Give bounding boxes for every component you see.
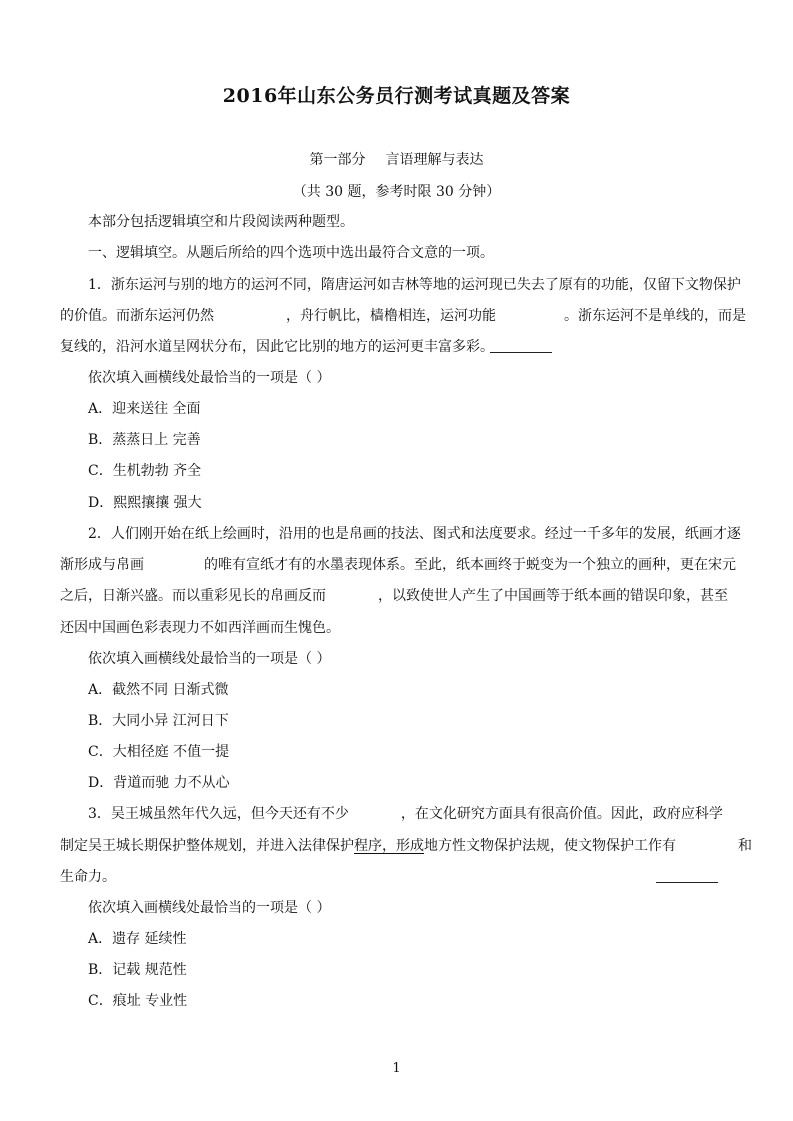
section-name: 言语理解与表达	[385, 152, 484, 168]
q2-option-d: D．背道而驰 力不从心	[88, 775, 230, 791]
q2-option-b: B．大同小异 江河日下	[88, 713, 229, 729]
q3-stem-line-1	[88, 805, 723, 823]
q1-stem-line-1: 1．浙东运河与别的地方的运河不同，隋唐运河如吉林等地的运河现已失去了原有的功能，仅留下文物保护	[88, 277, 741, 293]
section-heading	[0, 151, 793, 169]
q2-stem-line-3	[60, 587, 728, 605]
q1-option-b: B．蒸蒸日上 完善	[88, 432, 201, 448]
q3-stem-part-b: ，在文化研究方面具有很高价值。因此，政府应科学	[400, 806, 723, 822]
q3-stem-line-3: 生命力。	[60, 869, 116, 885]
q2-stem-part-b: 的唯有宣纸才有的水墨表现体系。至此，纸本画终于蜕变为一个独立的画种，更在宋元	[204, 557, 736, 573]
q1-prompt: 依次填入画横线处最恰当的一项是（ ）	[88, 370, 331, 386]
q1-stem-part-a: 的价值。而浙东运河仍然	[60, 308, 214, 324]
q1-option-c: C．生机勃勃 齐全	[88, 463, 202, 479]
q1-option-d: D．熙熙攘攘 强大	[88, 495, 202, 511]
q1-stem-part-b: ，舟行帆比，樯橹相连，运河功能	[286, 308, 496, 324]
q2-stem-part-c: 之后，日渐兴盛。而以重彩见长的帛画反而	[60, 588, 326, 604]
q3-stem-part-f: 和	[738, 838, 752, 854]
q2-stem-line-2	[60, 556, 736, 574]
section-time-note: （共 30 题，参考时限 30 分钟）	[292, 184, 501, 200]
q3-stem-part-c: 制定吴王城长期保护整体规划，并进入法律保护	[60, 838, 354, 854]
section-part: 第一部分	[309, 152, 366, 168]
q3-stem-part-a: 3．吴王城虽然年代久远，但今天还有不少	[88, 806, 349, 822]
q3-answer-blank	[656, 882, 718, 883]
q2-option-a: A．截然不同 日渐式微	[88, 682, 229, 698]
q2-stem-line-4: 还因中国画色彩表现力不如西洋画而生愧色。	[60, 620, 340, 636]
q3-option-b: B．记载 规范性	[88, 962, 187, 978]
q3-prompt: 依次填入画横线处最恰当的一项是（ ）	[88, 900, 331, 916]
q3-stem-part-e: 地方性文物保护法规，使文物保护工作有	[424, 838, 676, 854]
q2-stem-part-a: 渐形成与帛画	[60, 557, 144, 573]
q2-stem-line-1: 2．人们刚开始在纸上绘画时，沿用的也是帛画的技法、图式和法度要求。经过一千多年的发展，纸画才逐	[88, 526, 741, 542]
q2-stem-part-d: ，以致使世人产生了中国画等于纸本画的错误印象，甚至	[378, 588, 728, 604]
instruction-text: 一、逻辑填空。从题后所给的四个选项中选出最符合文意的一项。	[88, 245, 494, 261]
q1-stem-line-3: 复线的，沿河水道呈网状分布，因此它比别的地方的运河更丰富多彩。	[60, 339, 494, 355]
q3-stem-part-d: 程序，形成	[354, 838, 424, 854]
page-title: 2016年山东公务员行测考试真题及答案	[222, 85, 571, 107]
q1-stem-line-2	[60, 307, 746, 325]
page-number: 1	[392, 1061, 401, 1076]
q3-option-c: C．痕址 专业性	[88, 993, 188, 1009]
intro-text: 本部分包括逻辑填空和片段阅读两种题型。	[88, 214, 354, 230]
q2-prompt: 依次填入画横线处最恰当的一项是（ ）	[88, 651, 331, 667]
q1-answer-blank	[490, 352, 552, 353]
q3-option-a: A．遗存 延续性	[88, 931, 187, 947]
q1-option-a: A．迎来送往 全面	[88, 401, 201, 417]
q3-stem-line-2	[60, 837, 752, 855]
q2-option-c: C．大相径庭 不值一提	[88, 744, 230, 760]
q1-stem-part-c: 。浙东运河不是单线的，而是	[564, 308, 746, 324]
